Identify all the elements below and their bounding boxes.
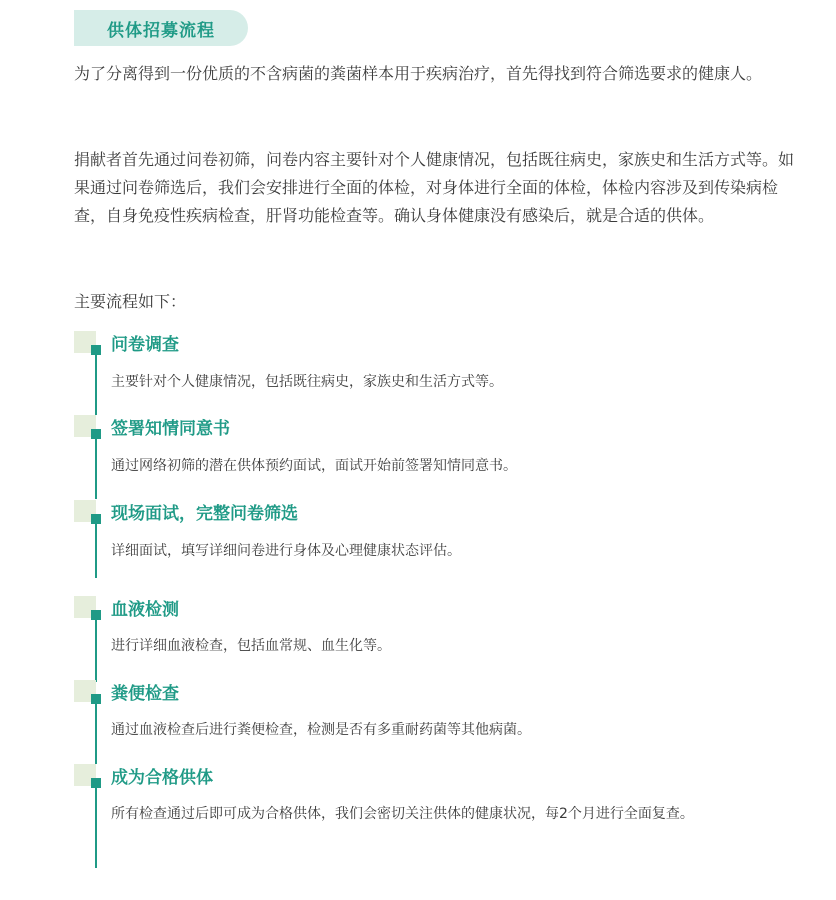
step-timeline-line xyxy=(95,524,97,578)
intro-paragraph-1: 为了分离得到一份优质的不含病菌的粪菌样本用于疾病治疗，首先得找到符合筛选要求的健康人。 xyxy=(74,64,763,83)
step-marker-icon xyxy=(74,500,104,530)
step-timeline-line xyxy=(95,788,97,868)
section-title-badge xyxy=(74,10,248,46)
step-description: 进行详细血液检查，包括血常规、血生化等。 xyxy=(111,638,391,654)
step-description: 主要针对个人健康情况，包括既往病史，家族史和生活方式等。 xyxy=(111,374,503,390)
step-timeline-line xyxy=(95,439,97,499)
step-marker-icon xyxy=(74,764,104,794)
step-title: 现场面试，完整问卷筛选 xyxy=(111,504,298,524)
step-timeline-line xyxy=(95,704,97,764)
step-timeline-line xyxy=(95,355,97,415)
step-title: 问卷调查 xyxy=(111,335,179,355)
step-marker-icon xyxy=(74,680,104,710)
step-title: 血液检测 xyxy=(111,600,179,620)
step-title: 签署知情同意书 xyxy=(111,419,230,439)
process-heading: 主要流程如下： xyxy=(74,292,187,311)
step-timeline-line xyxy=(95,620,97,682)
step-marker-icon xyxy=(74,415,104,445)
step-description: 所有检查通过后即可成为合格供体，我们会密切关注供体的健康状况，每2个月进行全面复查。 xyxy=(111,806,694,822)
step-title: 成为合格供体 xyxy=(111,768,213,788)
step-description: 通过网络初筛的潜在供体预约面试，面试开始前签署知情同意书。 xyxy=(111,458,517,474)
step-description: 通过血液检查后进行粪便检查，检测是否有多重耐药菌等其他病菌。 xyxy=(111,722,531,738)
step-title: 粪便检查 xyxy=(111,684,179,704)
step-marker-icon xyxy=(74,331,104,361)
step-marker-icon xyxy=(74,596,104,626)
section-title: 供体招募流程 xyxy=(107,20,215,41)
intro-paragraph-2: 捐献者首先通过问卷初筛，问卷内容主要针对个人健康情况，包括既往病史，家族史和生活方式等。如果通过问卷筛选后，我们会安排进行全面的体检，对身体进行全面的体检，体检内容涉及到传染病检查，自身免疫性疾病检查，肝肾功能检查等。确认身体健康没有感染后，就是合适的供体。 xyxy=(74,150,795,225)
step-description: 详细面试，填写详细问卷进行身体及心理健康状态评估。 xyxy=(111,543,461,559)
